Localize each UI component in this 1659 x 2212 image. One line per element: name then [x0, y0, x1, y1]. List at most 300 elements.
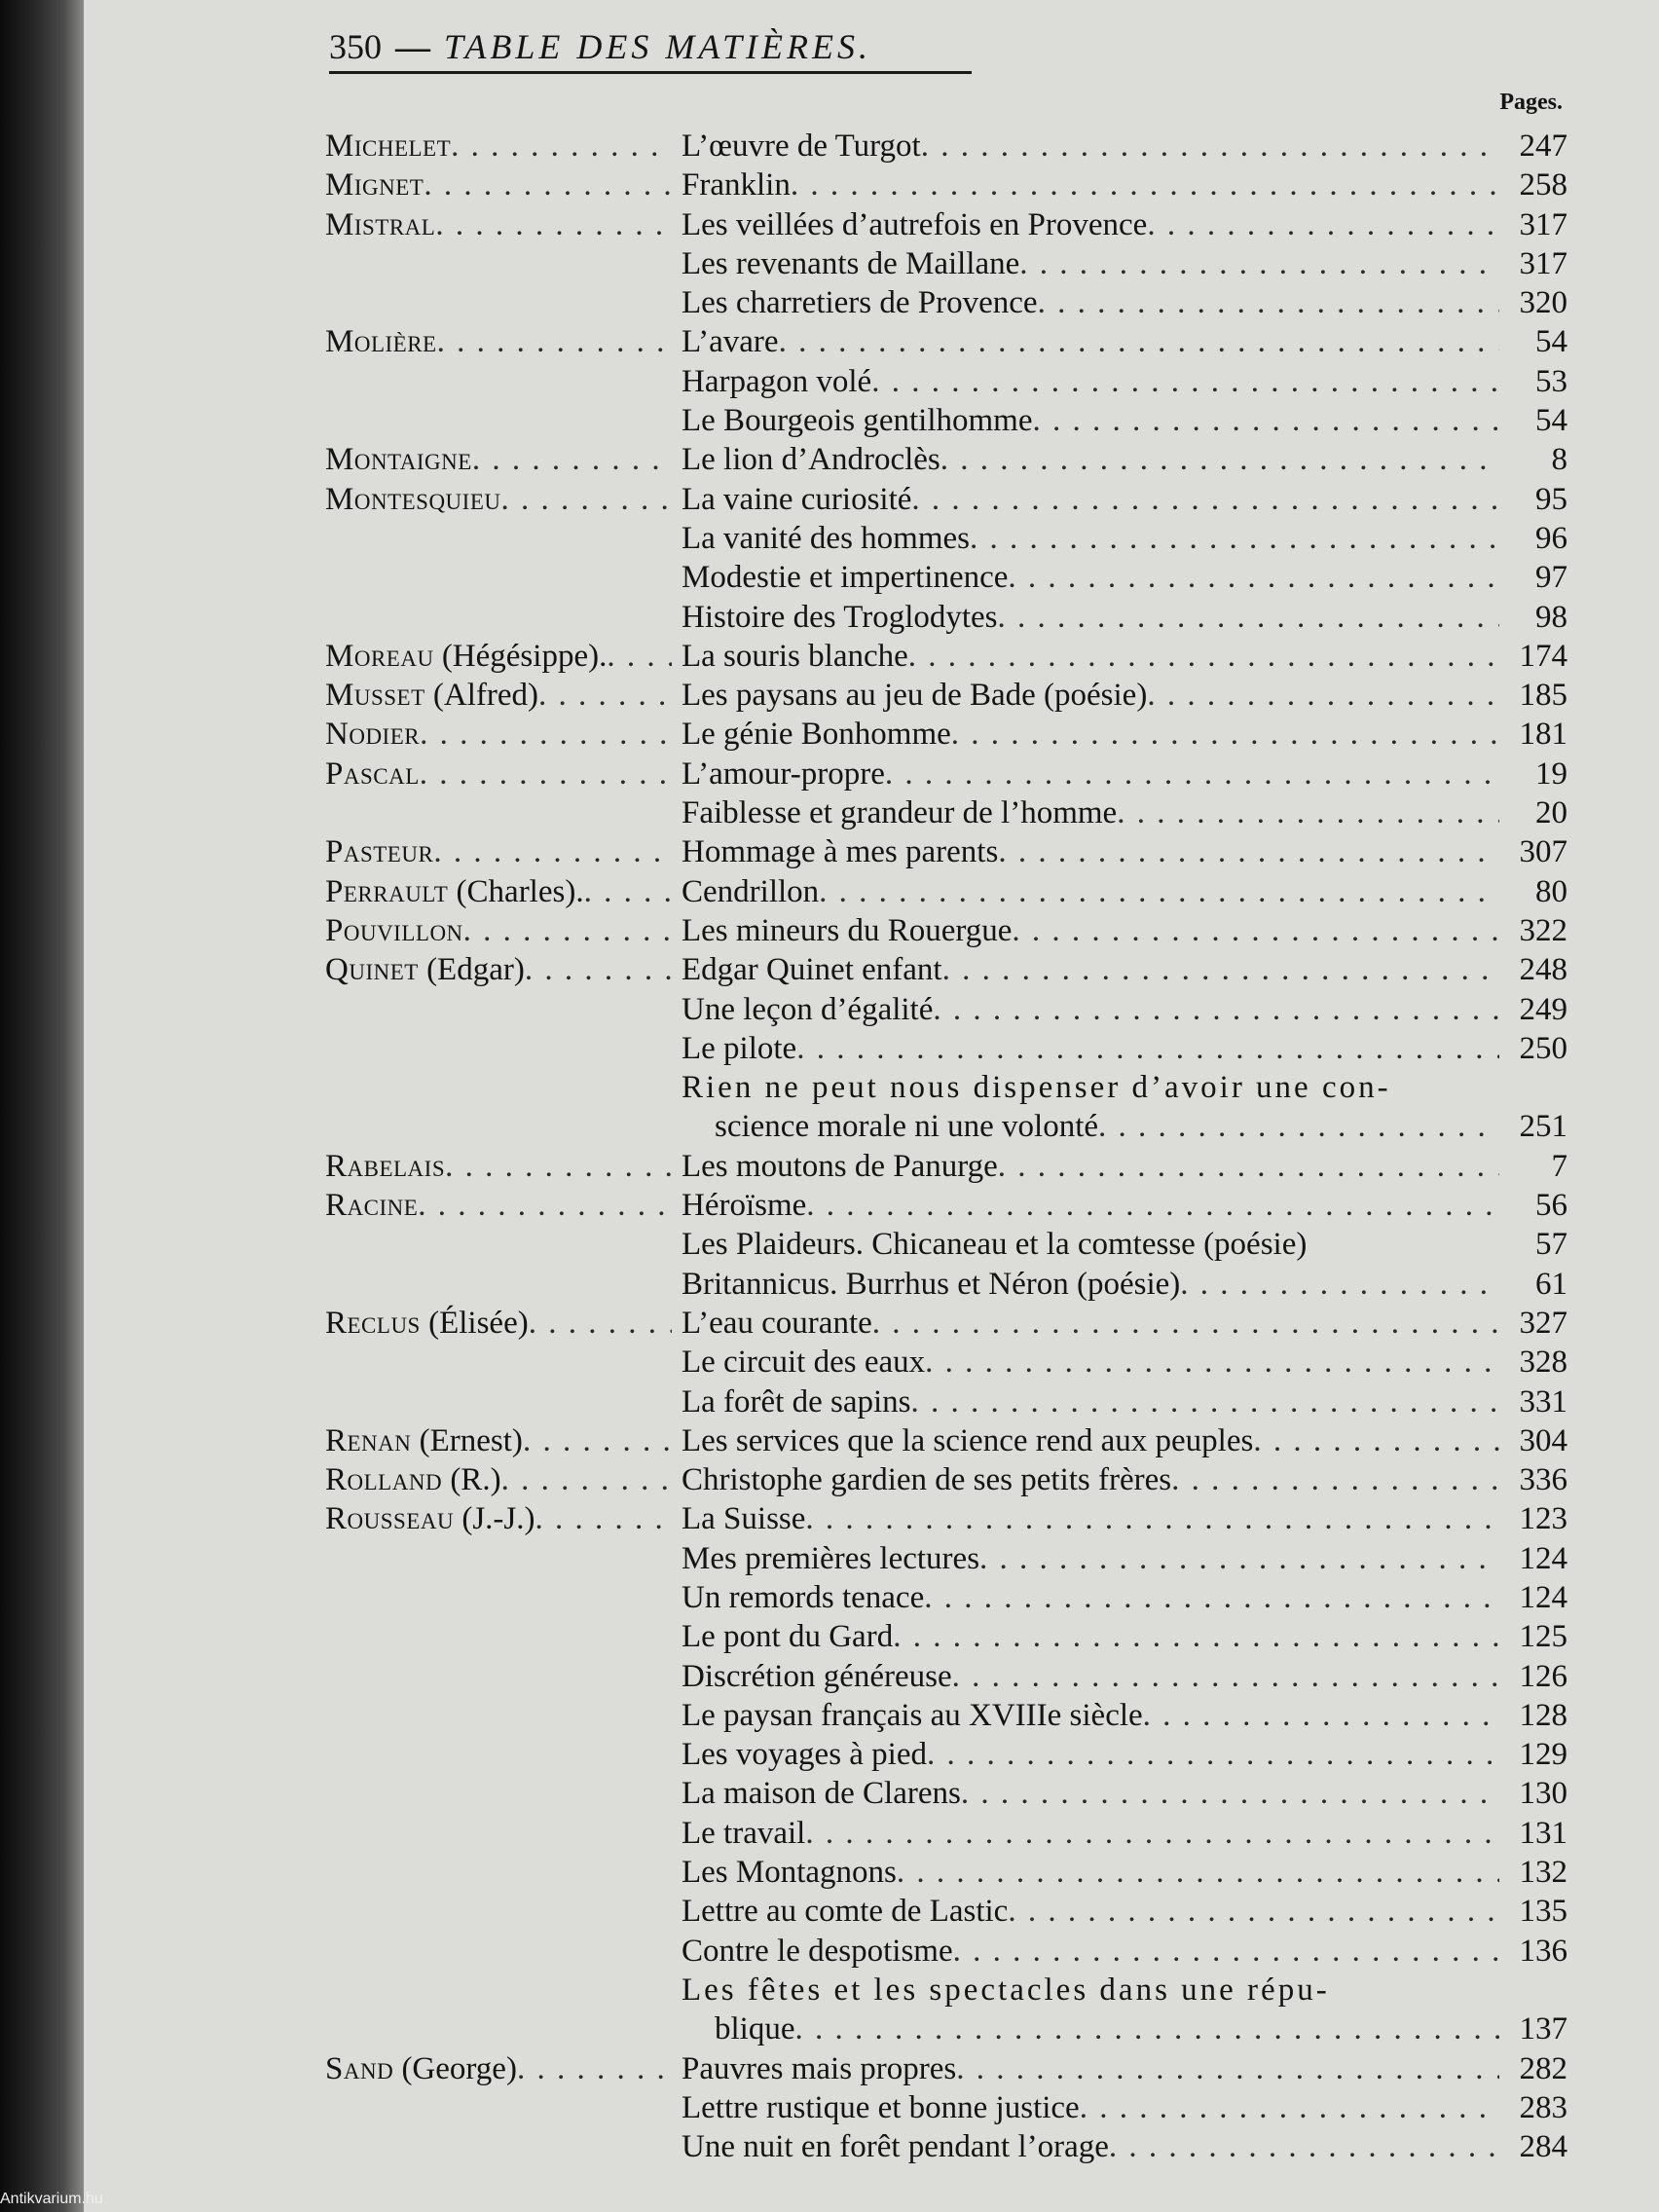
leader-dots: [998, 598, 1499, 637]
toc-entry: [325, 1617, 1567, 1656]
author-cell: [325, 637, 672, 676]
author-name: Reclus: [325, 1305, 421, 1341]
leader-dots: [933, 990, 1499, 1029]
title-cell: [682, 1147, 1499, 1186]
title-cell: [682, 166, 1499, 204]
author-cell: [325, 2049, 672, 2088]
leader-dots: [420, 715, 672, 754]
title-cell: [682, 637, 1499, 676]
leader-dots: [911, 1382, 1500, 1421]
leader-dots: [925, 1343, 1499, 1382]
page-reference: 136: [1519, 1933, 1567, 1969]
toc-entry: [325, 283, 1567, 322]
leader-dots: [501, 1460, 672, 1499]
work-title: Hommage à mes parents: [682, 834, 999, 870]
author-cell: [325, 1147, 672, 1186]
author-qualifier: (R.): [442, 1462, 501, 1498]
leader-dots: [1033, 401, 1499, 440]
author-name: Perrault: [325, 873, 449, 909]
toc-entry: [325, 1539, 1567, 1578]
work-title: La vanité des hommes: [682, 520, 971, 556]
work-title: Lettre au comte de Lastic: [682, 1894, 1009, 1930]
title-cell: [682, 519, 1499, 558]
leader-dots: [1180, 1265, 1499, 1304]
work-title: Le pont du Gard: [682, 1619, 894, 1655]
leader-dots: [872, 1304, 1499, 1343]
title-cell: [682, 558, 1499, 597]
toc-entry: [325, 872, 1567, 911]
title-cell: [682, 1892, 1499, 1931]
page-reference: 174: [1519, 638, 1567, 674]
toc-entry: [325, 127, 1567, 166]
page-reference: 328: [1519, 1345, 1567, 1381]
page-reference: 247: [1519, 129, 1567, 164]
work-title: Harpagon volé: [682, 363, 872, 399]
page-reference: 251: [1519, 1109, 1567, 1145]
title-cell: [682, 872, 1499, 911]
page-reference: 317: [1519, 245, 1567, 281]
author-name: Sand: [325, 2050, 394, 2086]
toc-entry: [325, 1578, 1567, 1617]
title-cell: [682, 1499, 1499, 1538]
work-title: Britannicus. Burrhus et Néron (poésie): [682, 1266, 1181, 1302]
leader-dots: [924, 1578, 1499, 1617]
page-reference: 284: [1519, 2129, 1567, 2165]
toc-entry: [325, 519, 1567, 558]
title-cell: [682, 2088, 1499, 2127]
work-title: La Suisse: [682, 1501, 806, 1537]
title-cell: [682, 1304, 1499, 1343]
toc-entry: [325, 911, 1567, 950]
work-title: Héroïsme: [682, 1188, 807, 1224]
toc-entry: [325, 1657, 1567, 1696]
work-title: Les mineurs du Rouergue: [682, 912, 1013, 948]
leader-dots: [970, 519, 1499, 558]
author-cell: [325, 676, 672, 715]
leader-dots: [529, 1304, 672, 1343]
work-title: Les Plaideurs. Chicaneau et la comtesse (poésie): [682, 1227, 1308, 1263]
toc-entry: [325, 1774, 1567, 1813]
author-qualifier: (George): [393, 2050, 517, 2086]
author-qualifier: (Ernest): [411, 1422, 523, 1458]
author-cell: [325, 166, 672, 204]
author-name: Racine: [325, 1188, 419, 1224]
title-cell: [682, 205, 1499, 244]
toc-entry: [325, 715, 1567, 754]
leader-dots: [998, 832, 1499, 871]
title-cell: [682, 793, 1499, 832]
title-cell: [682, 1932, 1499, 1971]
author-name: Pasteur: [325, 834, 434, 870]
author-cell: [325, 480, 672, 519]
work-title: Rien ne peut nous dispenser d’avoir une con-: [682, 1070, 1391, 1106]
leader-dots: [451, 127, 672, 166]
author-qualifier: (Élisée): [420, 1305, 529, 1341]
toc-entry: [325, 1892, 1567, 1931]
work-title: blique: [715, 2011, 795, 2047]
leader-dots: [819, 872, 1499, 911]
page-reference: 322: [1519, 912, 1567, 948]
toc-entry: [325, 1421, 1567, 1460]
page-reference: 307: [1519, 834, 1567, 870]
title-cell: [682, 832, 1499, 871]
toc-entry: [325, 244, 1567, 283]
toc-entry: [325, 950, 1567, 989]
page-reference: 327: [1519, 1305, 1567, 1341]
leader-dots: [791, 166, 1499, 204]
author-cell: [325, 872, 672, 911]
toc-entry: [325, 1971, 1567, 2009]
page-reference: 128: [1519, 1697, 1567, 1733]
toc-entry: [325, 1068, 1567, 1107]
author-name: Quinet: [325, 952, 419, 988]
author-name: Pascal: [325, 756, 420, 792]
work-title: Le Bourgeois gentilhomme: [682, 403, 1033, 439]
work-title: Le pilote: [682, 1030, 797, 1066]
work-title: L’avare: [682, 324, 779, 360]
page-reference: 185: [1519, 678, 1567, 714]
page-reference: 80: [1535, 873, 1567, 909]
leader-dots: [538, 676, 672, 715]
work-title: Le génie Bonhomme: [682, 717, 951, 753]
leader-dots: [424, 166, 672, 204]
author-cell: [325, 832, 672, 871]
toc-entry: [325, 480, 1567, 519]
leader-dots: [523, 1421, 672, 1460]
page-reference: 54: [1535, 403, 1567, 439]
title-cell: [682, 755, 1499, 793]
title-cell: [682, 1186, 1499, 1225]
title-cell: [682, 950, 1499, 989]
author-name: Rabelais: [325, 1148, 446, 1184]
work-title: Franklin: [682, 167, 791, 203]
work-title: Les voyages à pied: [682, 1737, 927, 1773]
title-cell: [682, 1460, 1499, 1499]
title-cell: [682, 1774, 1499, 1813]
leader-dots: [871, 362, 1499, 401]
toc-entry: [325, 676, 1567, 715]
work-title: L’eau courante: [682, 1305, 872, 1341]
leader-dots: [953, 1932, 1499, 1971]
page-reference: 320: [1519, 285, 1567, 321]
toc-entry: [325, 755, 1567, 793]
author-cell: [325, 755, 672, 793]
leader-dots: [1080, 2088, 1499, 2127]
work-title: Les veillées d’autrefois en Provence: [682, 206, 1148, 242]
title-cell: [682, 1421, 1499, 1460]
author-name: Rolland: [325, 1462, 443, 1498]
author-cell: [325, 1186, 672, 1225]
work-title: Le lion d’Androclès: [682, 442, 940, 478]
work-title: Les moutons de Panurge: [682, 1148, 998, 1184]
toc-entry: [325, 2049, 1567, 2088]
work-title: Edgar Quinet enfant: [682, 952, 942, 988]
work-title: La souris blanche: [682, 638, 908, 674]
leader-dots: [893, 1617, 1499, 1656]
leader-dots: [1038, 283, 1499, 322]
leader-dots: [897, 1853, 1499, 1892]
leader-dots: [584, 872, 672, 911]
page-reference: 57: [1535, 1227, 1567, 1263]
work-title: Lettre rustique et bonne justice: [682, 2089, 1080, 2125]
page-reference: 336: [1519, 1462, 1567, 1498]
author-cell: [325, 127, 672, 166]
toc-entry: [325, 1814, 1567, 1853]
leader-dots: [805, 1499, 1499, 1538]
work-title: La forêt de sapins: [682, 1383, 911, 1419]
title-cell: [682, 1617, 1499, 1656]
title-cell: [682, 2127, 1499, 2166]
author-qualifier: (Charles).: [448, 873, 584, 909]
toc-entry: [325, 1265, 1567, 1304]
work-title: Cendrillon: [682, 873, 820, 909]
title-cell: [682, 362, 1499, 401]
title-cell: [682, 440, 1499, 479]
work-title: Les services que la science rend aux peuples: [682, 1422, 1254, 1458]
toc-entry: [325, 1932, 1567, 1971]
title-cell: [682, 2049, 1499, 2088]
leader-dots: [1171, 1460, 1499, 1499]
leader-dots: [501, 480, 673, 519]
author-name: Montesquieu: [325, 481, 501, 517]
toc-entry: [325, 205, 1567, 244]
page-reference: 282: [1519, 2050, 1567, 2086]
title-cell: [682, 1735, 1499, 1774]
toc-entry: [325, 1853, 1567, 1892]
author-cell: [325, 440, 672, 479]
leader-dots: [779, 322, 1499, 361]
toc-entry: [325, 1460, 1567, 1499]
page-reference: 53: [1535, 363, 1567, 399]
work-title: Les fêtes et les spectacles dans une répu-: [682, 1972, 1330, 2008]
title-cell: [682, 911, 1499, 950]
author-cell: [325, 1304, 672, 1343]
title-cell: [682, 480, 1499, 519]
work-title: Les charretiers de Provence: [682, 285, 1038, 321]
toc-entry: [325, 1304, 1567, 1343]
page-reference: 98: [1535, 599, 1567, 635]
work-title: Mes premières lectures: [682, 1540, 980, 1576]
leader-dots: [911, 480, 1499, 519]
toc-entry: [325, 2009, 1567, 2048]
title-cell: [682, 1107, 1499, 1146]
toc-entry: [325, 166, 1567, 204]
leader-dots: [908, 637, 1499, 676]
toc-entry: [325, 832, 1567, 871]
toc-entry: [325, 1735, 1567, 1774]
page-reference: 8: [1551, 442, 1567, 478]
work-title: Contre le despotisme: [682, 1933, 953, 1969]
leader-dots: [1008, 1892, 1499, 1931]
work-title: Le travail: [682, 1815, 806, 1851]
work-title: Pauvres mais propres: [682, 2050, 957, 2086]
work-title: Un remords tenace: [682, 1579, 925, 1615]
title-cell: [682, 283, 1499, 322]
toc-entry: [325, 1107, 1567, 1146]
page-title: TABLE DES MATIÈRES.: [444, 27, 871, 66]
page-reference: 20: [1535, 795, 1567, 831]
page-reference: 123: [1519, 1501, 1567, 1537]
toc-entry: [325, 362, 1567, 401]
page-reference: 135: [1519, 1894, 1567, 1930]
work-title: Le paysan français au XVIIIe siècle: [682, 1697, 1143, 1733]
work-title: Une leçon d’égalité: [682, 991, 934, 1027]
leader-dots: [463, 911, 672, 950]
page-reference: 317: [1519, 206, 1567, 242]
page-reference: 124: [1519, 1579, 1567, 1615]
leader-dots: [952, 1657, 1499, 1696]
leader-dots: [437, 322, 672, 361]
toc-entry: [325, 2127, 1567, 2166]
page-header: [329, 23, 972, 74]
toc-entry: [325, 1147, 1567, 1186]
book-spine: [0, 0, 84, 2212]
leader-dots: [806, 1186, 1499, 1225]
author-cell: [325, 1421, 672, 1460]
leader-dots: [951, 715, 1499, 754]
watermark: Antikvarium.hu: [0, 2191, 103, 2207]
page-reference: 96: [1535, 520, 1567, 556]
author-name: Michelet: [325, 129, 452, 164]
leader-dots: [535, 1499, 673, 1538]
leader-dots: [420, 755, 672, 793]
leader-dots: [940, 440, 1499, 479]
page-reference: 54: [1535, 324, 1567, 360]
leader-dots: [607, 637, 672, 676]
page-reference: 95: [1535, 481, 1567, 517]
leader-dots: [1098, 1107, 1499, 1146]
toc-entry: [325, 1343, 1567, 1382]
leader-dots: [794, 2009, 1499, 2048]
leader-dots: [1008, 558, 1499, 597]
work-title: Discrétion généreuse: [682, 1658, 952, 1694]
page-reference: 304: [1519, 1422, 1567, 1458]
page-reference: 248: [1519, 952, 1567, 988]
author-name: Mignet: [325, 167, 424, 203]
leader-dots: [525, 950, 672, 989]
author-name: Moreau: [325, 638, 434, 674]
page-reference: 7: [1551, 1148, 1567, 1184]
title-cell: [682, 990, 1499, 1029]
author-name: Molière: [325, 324, 437, 360]
leader-dots: [435, 205, 672, 244]
work-title: Faiblesse et grandeur de l’homme: [682, 795, 1118, 831]
page-reference: 126: [1519, 1658, 1567, 1694]
author-qualifier: (Hégésippe).: [433, 638, 608, 674]
toc-entry: [325, 1029, 1567, 1068]
table-of-contents: [325, 127, 1567, 2166]
leader-dots: [1147, 205, 1499, 244]
title-cell: [682, 1814, 1499, 1853]
page-reference: 97: [1535, 560, 1567, 596]
leader-dots: [433, 832, 672, 871]
leader-dots: [445, 1147, 672, 1186]
page-reference: 137: [1519, 2011, 1567, 2047]
author-cell: [325, 205, 672, 244]
page-number: 350: [329, 27, 382, 66]
leader-dots: [1109, 2127, 1499, 2166]
toc-entry: [325, 637, 1567, 676]
title-cell: [682, 1657, 1499, 1696]
page-reference: 181: [1519, 717, 1567, 753]
leader-dots: [1117, 793, 1499, 832]
work-title: Les Montagnons: [682, 1855, 897, 1891]
work-title: Les paysans au jeu de Bade (poésie): [682, 678, 1148, 714]
leader-dots: [921, 127, 1499, 166]
leader-dots: [1012, 911, 1499, 950]
author-name: Pouvillon: [325, 912, 463, 948]
leader-dots: [998, 1147, 1499, 1186]
leader-dots: [961, 1774, 1499, 1813]
title-cell: [682, 1068, 1499, 1107]
page-reference: 124: [1519, 1540, 1567, 1576]
author-name: Mistral: [325, 206, 436, 242]
title-cell: [682, 2009, 1499, 2048]
work-title: La maison de Clarens: [682, 1776, 961, 1812]
toc-entry: [325, 598, 1567, 637]
author-cell: [325, 322, 672, 361]
title-cell: [682, 322, 1499, 361]
page-reference: 125: [1519, 1619, 1567, 1655]
page-reference: 249: [1519, 991, 1567, 1027]
toc-entry: [325, 1186, 1567, 1225]
author-name: Rousseau: [325, 1501, 455, 1537]
author-name: Musset: [325, 678, 425, 714]
title-cell: [682, 715, 1499, 754]
toc-entry: [325, 322, 1567, 361]
title-cell: [682, 1578, 1499, 1617]
toc-entry: [325, 990, 1567, 1029]
title-cell: [682, 127, 1499, 166]
work-title: science morale ni une volonté: [715, 1109, 1099, 1145]
work-title: L’amour-propre: [682, 756, 885, 792]
title-cell: [682, 598, 1499, 637]
leader-dots: [927, 1735, 1499, 1774]
work-title: Christophe gardien de ses petits frères: [682, 1462, 1172, 1498]
work-title: La vaine curiosité: [682, 481, 912, 517]
title-cell: [682, 1343, 1499, 1382]
work-title: Le circuit des eaux: [682, 1345, 926, 1381]
page-reference: 129: [1519, 1737, 1567, 1773]
title-cell: [682, 244, 1499, 283]
page-reference: 283: [1519, 2089, 1567, 2125]
author-cell: [325, 950, 672, 989]
leader-dots: [1019, 244, 1499, 283]
title-cell: [682, 401, 1499, 440]
leader-dots: [956, 2049, 1499, 2088]
leader-dots: [942, 950, 1499, 989]
page-reference: 56: [1535, 1188, 1567, 1224]
author-cell: [325, 1499, 672, 1538]
title-cell: [682, 1539, 1499, 1578]
work-title: Histoire des Troglodytes: [682, 599, 998, 635]
pages-column-label: Pages.: [1499, 90, 1563, 115]
leader-dots: [979, 1539, 1499, 1578]
page-reference: 130: [1519, 1776, 1567, 1812]
leader-dots: [1253, 1421, 1499, 1460]
page-reference: 258: [1519, 167, 1567, 203]
title-cell: [682, 676, 1499, 715]
author-qualifier: (Alfred): [424, 678, 538, 714]
author-name: Nodier: [325, 717, 421, 753]
page-reference: 250: [1519, 1030, 1567, 1066]
title-cell: [682, 1225, 1499, 1264]
work-title: Les revenants de Maillane: [682, 245, 1020, 281]
work-title: Modestie et impertinence: [682, 560, 1009, 596]
toc-entry: [325, 558, 1567, 597]
leader-dots: [1143, 1696, 1499, 1735]
toc-entry: [325, 401, 1567, 440]
